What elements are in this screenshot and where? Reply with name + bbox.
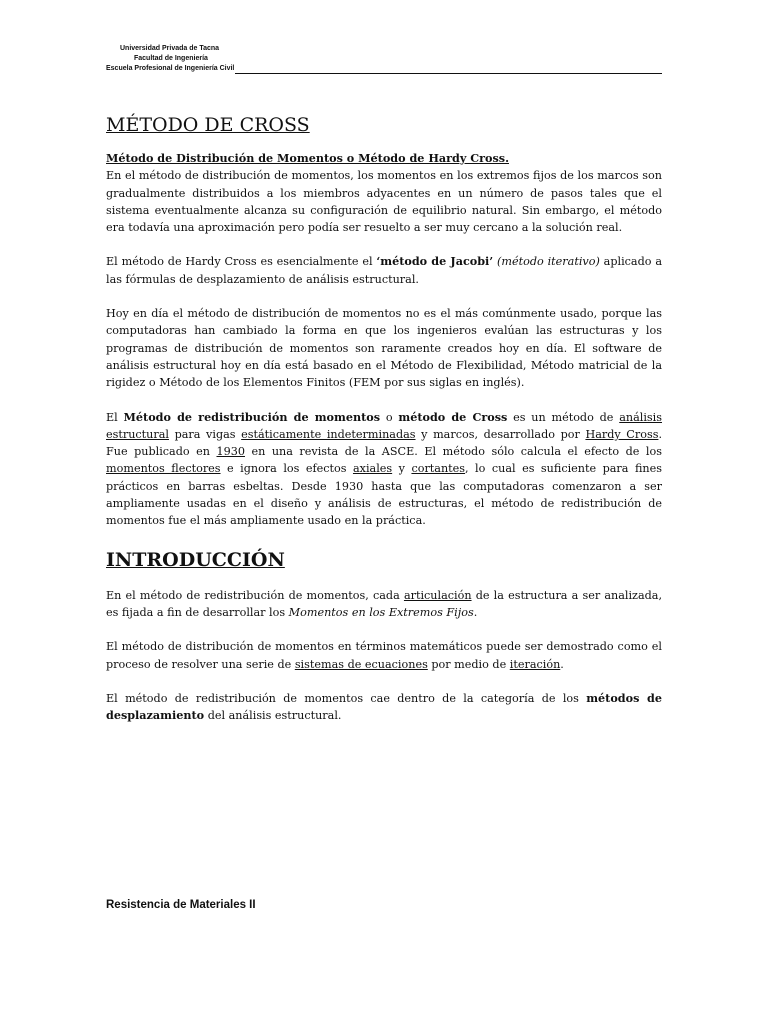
link-iteracion[interactable]: iteración — [509, 657, 561, 671]
intro-body: En el método de distribución de momentos, los momentos en los extremos fijos de los marcos son gradualmente distribuidos a los miembros adyacentes en un número de pasos tales que el sistema eventualmente alcanza su configuración de equilibrio natural. Sin embargo, el método era todavía una aproximación pero podía ser resuelto a ser muy cercano a la solución real. — [106, 169, 662, 235]
hardy-cross-paragraph — [106, 253, 662, 288]
text: y marcos, desarrollado por — [415, 427, 586, 441]
link-axiales[interactable]: axiales — [352, 462, 393, 476]
text: El método de Hardy Cross es esencialmente el — [106, 255, 377, 269]
text: . — [473, 605, 478, 619]
definition-paragraph — [106, 409, 662, 530]
header-faculty: Facultad de Ingeniería — [134, 55, 208, 62]
text: por medio de — [427, 657, 510, 671]
computers-paragraph: Hoy en día el método de distribución de momentos no es el más comúnmente usado, porque las computadoras han cambiado la forma en que los ingenieros evalúan las estructuras y los programas de distribución de momentos son raramente creados hoy en día. El software de análisis estructural hoy en día está basado en el Método de Flexibilidad, Método matricial de la rigidez o Método de los Elementos Finitos (FEM por sus siglas en inglés). — [106, 307, 662, 390]
text: y — [392, 462, 412, 476]
header-university: Universidad Privada de Tacna — [120, 45, 220, 52]
link-momentos-flectores[interactable]: momentos flectores — [106, 462, 221, 476]
intro-section-paragraph-3 — [106, 690, 662, 725]
bold-term: Método de redistribución de momentos — [123, 409, 381, 424]
text: . Fue publicado en — [106, 427, 662, 459]
jacobi-term: ‘método de Jacobi’ — [376, 254, 494, 269]
link-articulacion[interactable]: articulación — [403, 588, 472, 602]
text: de la estructura a ser analizada, es fijada a fin de desarrollar los — [106, 588, 663, 619]
link-sistemas-de-ecuaciones[interactable]: sistemas de ecuaciones — [294, 657, 428, 671]
text: e ignora los efectos — [220, 462, 353, 476]
link-analisis-estructural[interactable]: análisis estructural — [106, 410, 662, 441]
link-cortantes[interactable]: cortantes — [411, 462, 466, 476]
text: para vigas — [168, 427, 242, 441]
link-estaticamente-indeterminadas[interactable]: estáticamente indeterminadas — [241, 427, 416, 441]
intro-paragraph — [106, 150, 662, 236]
document-title: MÉTODO DE CROSS — [106, 114, 310, 136]
link-1930[interactable]: 1930 — [216, 445, 245, 459]
header-school-line — [106, 64, 662, 74]
text: , lo cual es suficiente para fines prácticos en barras esbeltas. Desde 1930 hasta que las computadoras comenzaron a ser ampliamente usadas en el diseño y análisis de estructuras, el método de redistribución de momentos fue el más ampliamente usado en la práctica. — [106, 462, 662, 528]
page-header — [106, 44, 662, 74]
text: del análisis estructural. — [204, 709, 342, 723]
text: El método de redistribución de momentos cae dentro de la categoría de los — [106, 691, 587, 705]
bold-term: método de Cross — [398, 409, 508, 424]
intro-subtitle: Método de Distribución de Momentos o Método de Hardy Cross. — [106, 151, 509, 165]
document-body — [106, 112, 662, 741]
bold-term: métodos de desplazamiento — [106, 690, 662, 723]
intro-section-paragraph-2 — [106, 638, 662, 673]
text: El método de distribución de momentos en términos matemáticos puede ser demostrado como el proceso de resolver una serie de — [106, 640, 662, 671]
italic-term: Momentos en los Extremos Fijos — [288, 605, 474, 619]
text: . — [560, 657, 564, 671]
header-rule — [235, 66, 662, 74]
iterative-term: (método iterativo) — [497, 255, 600, 269]
text: es un método de — [507, 410, 620, 424]
intro-section-paragraph-1 — [106, 587, 662, 622]
header-school: Escuela Profesional de Ingeniería Civil — [106, 65, 235, 72]
text: El — [106, 410, 124, 424]
text: en una revista de la ASCE. El método sólo calcula el efecto de los — [244, 445, 662, 459]
text: o — [380, 410, 399, 424]
section-heading: INTRODUCCIÓN — [106, 548, 285, 571]
page-footer: Resistencia de Materiales II — [106, 899, 256, 911]
link-hardy-cross[interactable]: Hardy Cross — [585, 427, 659, 441]
text: aplicado a las fórmulas de desplazamiento de análisis estructural. — [106, 255, 662, 286]
text: En el método de redistribución de momentos, cada — [106, 588, 404, 602]
